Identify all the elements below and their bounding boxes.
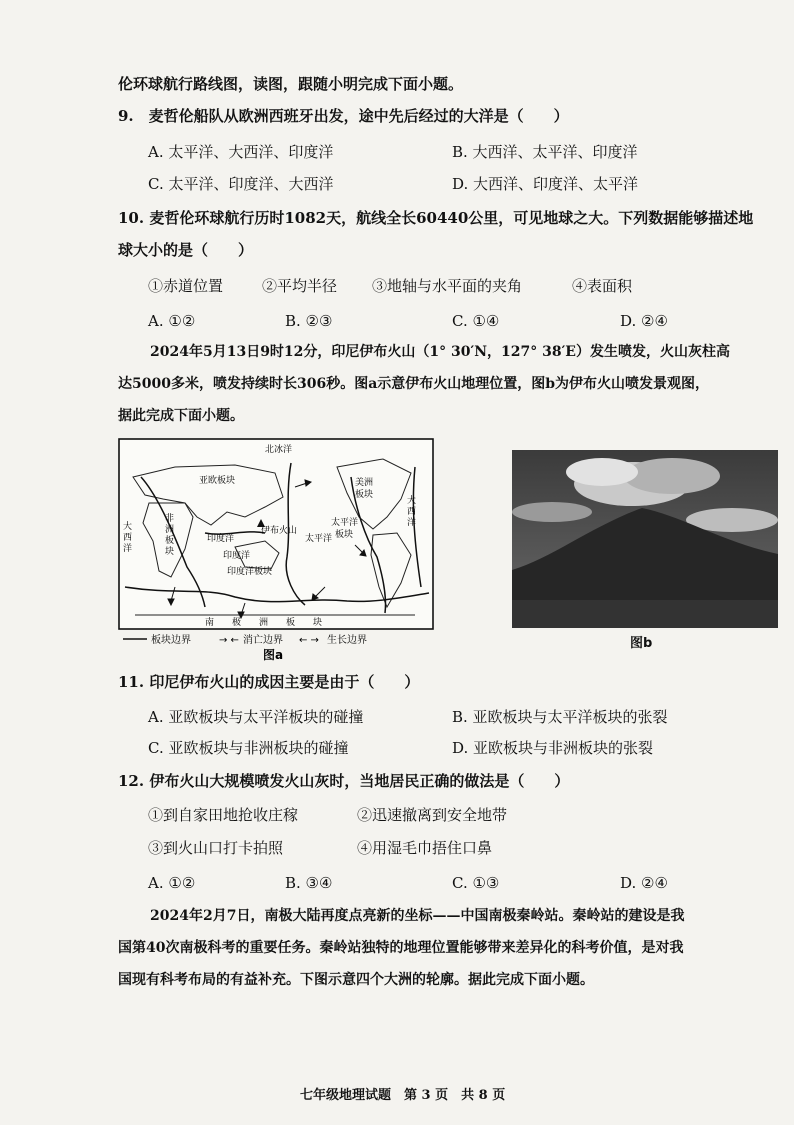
passage-1-line-3: 据此完成下面小题。 (118, 408, 244, 424)
legend-rift-arrows: ← → (299, 635, 319, 646)
label-ibu-volcano: 伊布火山 (261, 526, 298, 536)
q12-option-d: D. ②④ (620, 874, 668, 892)
q10-option-a: A. ①② (148, 312, 196, 330)
label-indian-ocean: 印度洋 (223, 551, 251, 561)
passage-2-line-1: 2024年2月7日，南极大陆再度点亮新的坐标——中国南极秦岭站。秦岭站的建设是我 (150, 908, 685, 924)
question-12-stem: 12. 伊布火山大规模喷发火山灰时，当地居民正确的做法是（ ） (118, 772, 570, 790)
q12-option-a: A. ①② (148, 874, 196, 892)
label-africa-3: 板 (165, 536, 175, 546)
legend-rift: 生长边界 (327, 635, 367, 646)
q9-option-a: A. 太平洋、大西洋、印度洋 (148, 143, 334, 161)
q9-option-b: B. 大西洋、太平洋、印度洋 (452, 143, 638, 161)
label-antarctic-plate: 南 极 洲 板 块 (205, 618, 323, 628)
q9-option-c: C. 太平洋、印度洋、大西洋 (148, 175, 334, 193)
q10-item-1: ①赤道位置 (148, 277, 224, 295)
question-11-stem: 11. 印尼伊布火山的成因主要是由于（ ） (118, 673, 420, 691)
label-america-2: 板块 (355, 490, 374, 500)
legend-subduction: 消亡边界 (243, 635, 283, 646)
q10-item-2: ②平均半径 (262, 277, 338, 295)
label-arctic: 北冰洋 (265, 445, 293, 455)
intro-tail: 伦环球航行路线图，读图，跟随小明完成下面小题。 (118, 75, 464, 93)
q12-item-4: ④用湿毛巾捂住口鼻 (357, 839, 493, 857)
label-indian-plate: 印度洋 (207, 534, 235, 544)
cloud-left (512, 502, 592, 522)
plate-map-svg (115, 437, 437, 665)
question-10-stem-1: 10. 麦哲伦环球航行历时1082天，航线全长60440公里，可见地球之大。下列数据能够描述地 (118, 209, 754, 227)
question-9-stem: 9. 麦哲伦船队从欧洲西班牙出发，途中先后经过的大洋是（ ） (118, 107, 569, 125)
q10-option-d: D. ②④ (620, 312, 668, 330)
passage-1-line-1: 2024年5月13日9时12分，印尼伊布火山（1° 30′N，127° 38′E）发生喷发，火山灰柱高 (150, 344, 730, 360)
photo-foreground (512, 600, 778, 628)
label-indian-plate-2: 印度洋板块 (227, 567, 273, 577)
q12-item-3: ③到火山口打卡拍照 (148, 839, 284, 857)
label-africa-1: 非 (165, 514, 175, 524)
label-pacific-plate-2: 板块 (335, 530, 354, 540)
figure-b-volcano-photo (512, 450, 778, 651)
q12-option-b: B. ③④ (285, 874, 333, 892)
figure-a-caption: 图a (263, 648, 284, 662)
page-footer: 七年级地理试题 第 3 页 共 8 页 (300, 1088, 506, 1103)
q10-option-c: C. ①④ (452, 312, 500, 330)
passage-2-line-3: 国现有科考布局的有益补充。下图示意四个大洲的轮廓。据此完成下面小题。 (118, 972, 594, 988)
label-africa-4: 块 (165, 547, 175, 557)
label-pacific: 太平洋 (305, 534, 333, 544)
figure-b-caption: 图b (630, 636, 653, 651)
ash-plume-3 (566, 458, 638, 486)
figure-a-plate-map (115, 437, 437, 669)
passage-1-line-2: 达5000多米，喷发持续时长306秒。图a示意伊布火山地理位置，图b为伊布火山喷发景观图， (118, 376, 710, 392)
q10-item-3: ③地轴与水平面的夹角 (372, 277, 523, 295)
label-africa-2: 洲 (165, 525, 175, 535)
label-atlantic-l3: 洋 (123, 544, 133, 554)
q12-option-c: C. ①③ (452, 874, 500, 892)
q11-option-d: D. 亚欧板块与非洲板块的张裂 (452, 739, 654, 757)
label-atlantic-l1: 大 (123, 522, 133, 532)
passage-2-line-2: 国第40次南极科考的重要任务。秦岭站独特的地理位置能够带来差异化的科考价值，是对我 (118, 940, 684, 956)
q11-option-c: C. 亚欧板块与非洲板块的碰撞 (148, 739, 349, 757)
q12-item-2: ②迅速撤离到安全地带 (357, 806, 508, 824)
label-atlantic-r1: 大 (407, 496, 417, 506)
label-atlantic-r3: 洋 (407, 518, 417, 528)
label-atlantic-l2: 西 (123, 533, 133, 543)
label-pacific-plate-1: 太平洋 (331, 518, 359, 528)
legend-plate-boundary: 板块边界 (151, 635, 191, 646)
q9-option-d: D. 大西洋、印度洋、太平洋 (452, 175, 639, 193)
volcano-photo-svg (512, 450, 778, 628)
q12-item-1: ①到自家田地抢收庄稼 (148, 806, 299, 824)
q10-item-4: ④表面积 (572, 277, 633, 295)
legend-subduction-arrows: → ← (219, 635, 239, 646)
q11-option-a: A. 亚欧板块与太平洋板块的碰撞 (148, 708, 364, 726)
label-eurasia: 亚欧板块 (199, 476, 236, 486)
label-atlantic-r2: 西 (407, 507, 417, 517)
q10-option-b: B. ②③ (285, 312, 333, 330)
label-america: 美洲 (355, 478, 374, 488)
q11-option-b: B. 亚欧板块与太平洋板块的张裂 (452, 708, 668, 726)
question-10-stem-2: 球大小的是（ ） (118, 241, 254, 259)
ash-plume-2 (624, 458, 720, 494)
